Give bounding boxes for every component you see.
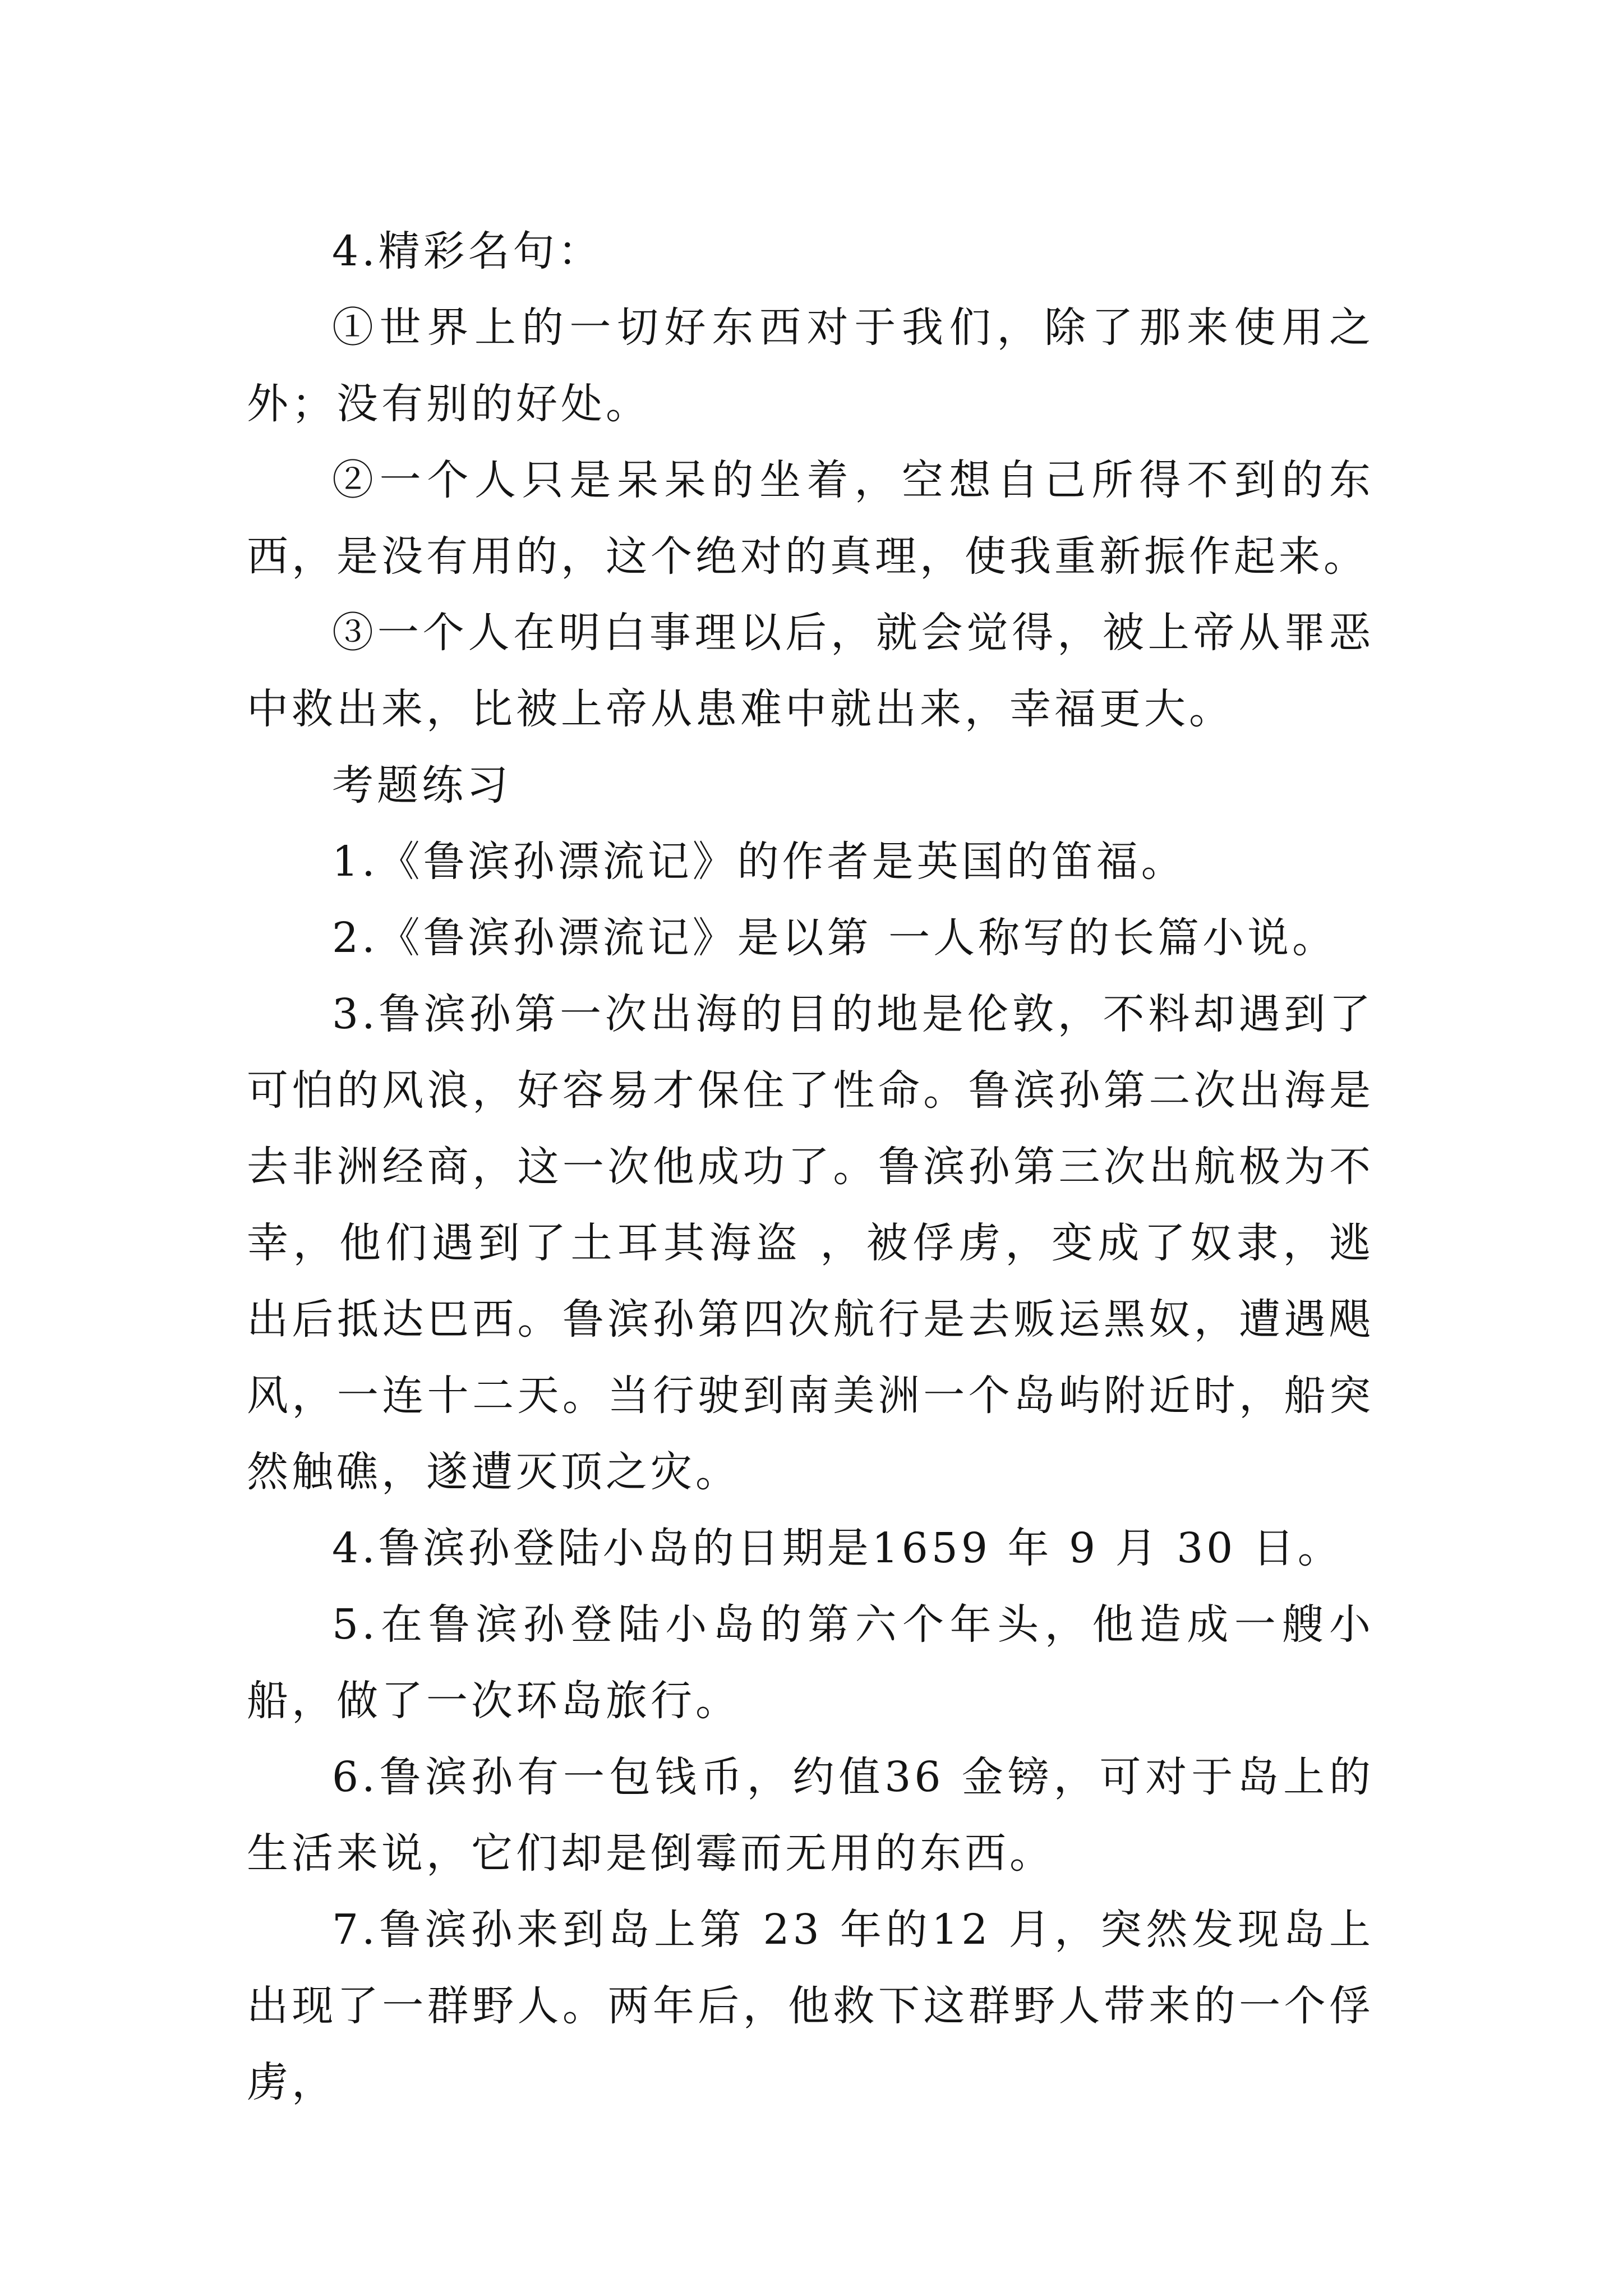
exercise-2: 2.《鲁滨孙漂流记》是以第 一人称写的长篇小说。 xyxy=(332,914,1338,962)
exercise-1: 1.《鲁滨孙漂流记》的作者是英国的笛福。 xyxy=(332,838,1186,886)
heading-famous-quotes: 4.精彩名句： xyxy=(332,227,603,275)
quote-1: ①世界上的一切好东西对于我们，除了那来使用之外；没有别的好处。 xyxy=(247,303,1374,428)
quote-3: ③一个人在明白事理以后，就会觉得，被上帝从罪恶中救出来，比被上帝从患难中就出来，幸福更大。 xyxy=(247,609,1374,733)
document-page xyxy=(247,213,1374,2120)
quote-2: ②一个人只是呆呆的坐着，空想自己所得不到的东西，是没有用的，这个绝对的真理，使我重新振作起来。 xyxy=(247,456,1374,581)
exercise-7: 7.鲁滨孙来到岛上第 23 年的12 月，突然发现岛上出现了一群野人。两年后，他救下这群野人带来的一个俘虏， xyxy=(247,1906,1374,2106)
exercise-5: 5.在鲁滨孙登陆小岛的第六个年头，他造成一艘小船，做了一次环岛旅行。 xyxy=(247,1600,1374,1725)
heading-exercises: 考题练习 xyxy=(332,761,511,809)
exercise-3: 3.鲁滨孙第一次出海的目的地是伦敦，不料却遇到了可怕的风浪，好容易才保住了性命。鲁滨孙第二次出海是去非洲经商，这一次他成功了。鲁滨孙第三次出航极为不幸，他们遇到了土耳其海盗 ，被俘虏，变成了奴隶，逃出后抵达巴西。鲁滨孙第四次航行是去贩运黑奴，遭遇飓风，一连十二天。当行驶到南美洲一个岛屿附近时，船突然触礁，遂遭灭顶之灾。 xyxy=(247,990,1374,1496)
exercise-4: 4.鲁滨孙登陆小岛的日期是1659 年 9 月 30 日。 xyxy=(332,1524,1343,1572)
exercise-6: 6.鲁滨孙有一包钱币，约值36 金镑，可对于岛上的生活来说，它们却是倒霉而无用的东西。 xyxy=(247,1753,1374,1878)
